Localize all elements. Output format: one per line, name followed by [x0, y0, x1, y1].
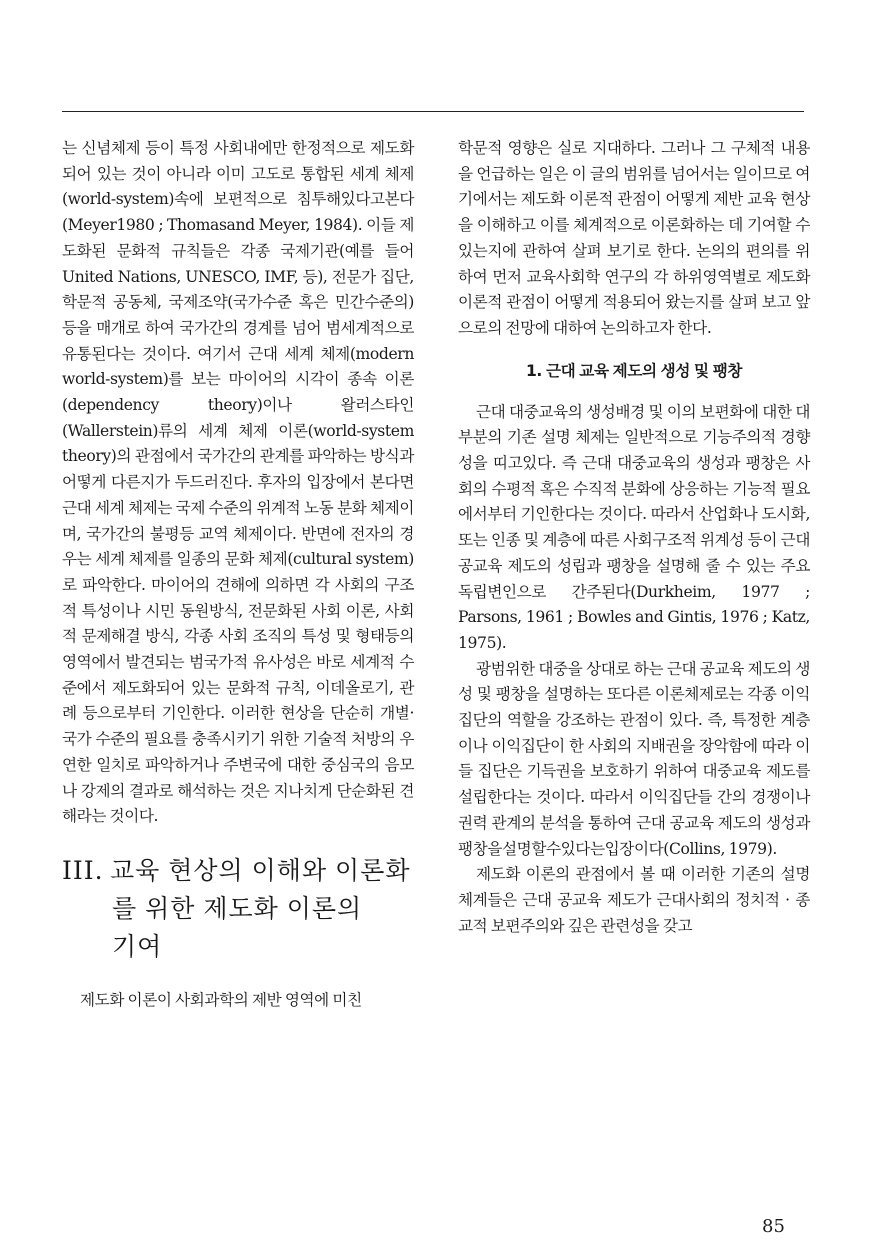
header-rule [62, 111, 804, 112]
left-column [62, 136, 414, 1014]
sub-heading-1: 1. 근대 교육 제도의 생성 및 팽창 [525, 361, 743, 380]
right-paragraph-3: 광범위한 대중을 상대로 하는 근대 공교육 제도의 생성 및 팽창을 설명하는 또다른 이론체제로는 각종 이익집단의 역할을 강조하는 관점이 있다. 즉, 특정한 계층이나 이익집단이 한 사회의 지배권을 장악함에 따라 이들 집단은 기득권을 보호하기 위하여 대중교육 제도를 설립한다는 것이다. 따라서 이익집단들 간의 경쟁이나 권력 관계의 분석을 통하여 근대 공교육 제도의 생성과팽창을설명할수있다는입장이다(Collins, 1979). [458, 659, 810, 858]
section-heading-line-3: 기여 [112, 931, 163, 961]
right-paragraph-1: 학문적 영향은 실로 지대하다. 그러나 그 구체적 내용을 언급하는 일은 이 글의 범위를 넘어서는 일이므로 여기에서는 제도화 이론적 관점이 어떻게 제반 교육 현상을 이해하고 이를 체계적으로 이론화하는 데 기여할 수 있는지에 관하여 살펴 보기로 한다. 논의의 편의를 위하여 먼저 교육사회학 연구의 각 하위영역별로 제도화 이론적 관점이 어떻게 적용되어 왔는지를 살펴 보고 앞으로의 전망에 대하여 논의하고자 한다. [458, 139, 810, 337]
right-column [458, 136, 810, 939]
left-paragraph-1: 는 신념체제 등이 특정 사회내에만 한정적으로 제도화되어 있는 것이 아니라 이미 고도로 통합된 세계 체제 (world-system)속에 보편적으로 침투해있다고본다(Meyer1980 ; Thomasand Meyer, 1984). 이들 제도화된 문화적 규칙들은 각종 국제기관(예를 들어 United Nations, UNESCO, IMF, 등), 전문가 집단, 학문적 공동체, 국제조약(국가수준 혹은 민간수준의)등을 매개로 하여 국가간의 경계를 넘어 범세계적으로 유통된다는 것이다. 여기서 근대 세계 체제(modern world-system)를 보는 마이어의 시각이 종속 이론(dependency theory)이나 왈러스타인(Wallerstein)류의 세계 체제 이론(world-system theory)의 관점에서 국가간의 관계를 파악하는 방식과 어떻게 다른지가 두드러진다. 후자의 입장에서 본다면 근대 세계 체제는 국제 수준의 위계적 노동 분화 체제이며, 국가간의 불평등 교역 체제이다. 반면에 전자의 경우는 세계 체제를 일종의 문화 체제(cultural system)로 파악한다. 마이어의 견해에 의하면 각 사회의 구조적 특성이나 시민 동원방식, 전문화된 사회 이론, 사회적 문제해결 방식, 각종 사회 조직의 특성 및 형태등의 영역에서 발견되는 범국가적 유사성은 바로 세계적 수준에서 제도화되어 있는 문화적 규칙, 이데올로기, 관례 등으로부터 기인한다. 이러한 현상을 단순히 개별·국가 수준의 필요를 충족시키기 위한 기술적 처방의 우연한 일치로 파악하거나 주변국에 대한 중심국의 음모나 강제의 결과로 해석하는 것은 지나치게 단순화된 견해라는 것이다. [62, 139, 414, 826]
left-paragraph-2: 제도화 이론이 사회과학의 제반 영역에 미친 [80, 990, 362, 1009]
section-heading-line-2: 를 위한 제도화 이론의 [112, 893, 363, 923]
section-heading-number: III. [62, 855, 104, 885]
right-paragraph-2: 근대 대중교육의 생성배경 및 이의 보편화에 대한 대부분의 기존 설명 체제는 일반적으로 기능주의적 경향성을 띠고있다. 즉 근대 대중교육의 생성과 팽창은 사회의 수평적 혹은 수직적 분화에 상응하는 기능적 필요에서부터 기인한다는 것이다. 따라서 산업화나 도시화, 또는 인종 및 계층에 따른 사회구조적 위계성 등이 근대 공교육 제도의 성립과 팽창을 설명해 줄 수 있는 주요 독립변인으로 간주된다(Durkheim, 1977 ; Parsons, 1961 ; Bowles and Gintis, 1976 ; Katz, 1975). [458, 402, 810, 652]
right-paragraph-4: 제도화 이론의 관점에서 볼 때 이러한 기존의 설명 체계들은 근대 공교육 제도가 근대사회의 정치적 · 종교적 보편주의와 깊은 관련성을 갖고 [458, 865, 810, 935]
section-heading-line-1: 교육 현상의 이해와 이론화 [110, 855, 411, 885]
page-number: 85 [762, 1216, 785, 1237]
section-heading-iii [62, 852, 414, 966]
